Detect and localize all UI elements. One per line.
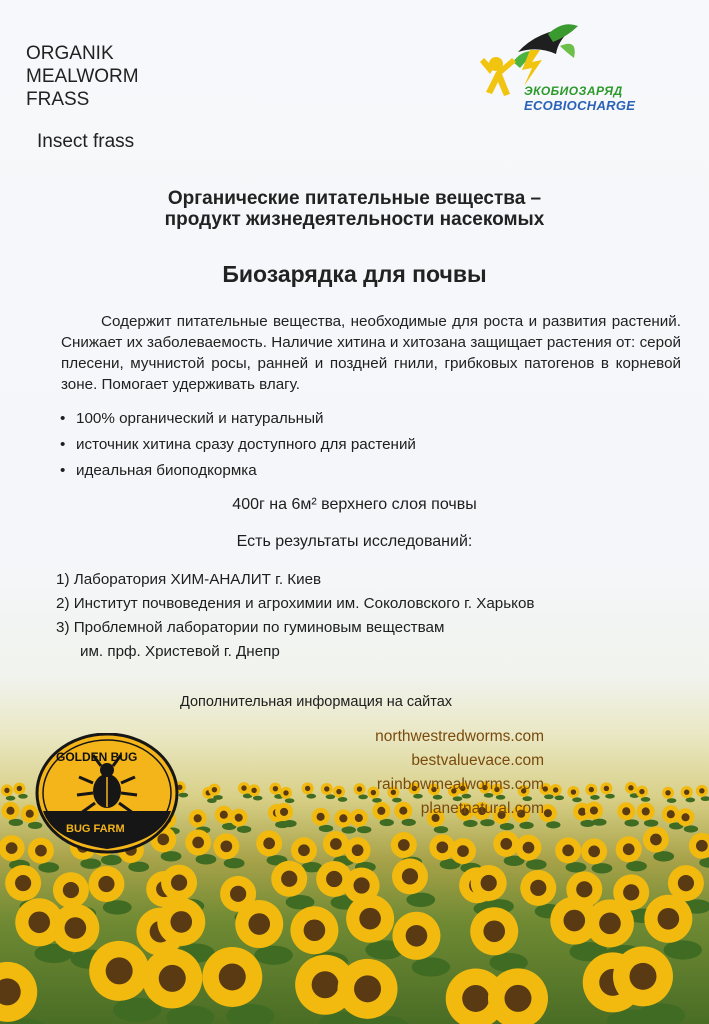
sunflower xyxy=(470,907,528,972)
website-link[interactable]: northwestredworms.com xyxy=(375,728,544,745)
sunflower xyxy=(185,829,216,864)
feature-item: • идеальная биоподкормка xyxy=(60,458,416,484)
results-title: Есть результаты исследований: xyxy=(236,533,473,550)
sunflower xyxy=(600,782,614,798)
sunflower xyxy=(567,786,581,802)
labs-list xyxy=(56,568,535,664)
lab-item: 2) Институт почвоведения и агрохимии им. Соколовского г. Харьков xyxy=(56,595,535,612)
logo-text-en: ECOBIOCHARGE xyxy=(524,98,636,113)
sunflower xyxy=(392,858,435,907)
sunflower xyxy=(636,786,650,802)
sunflower xyxy=(1,802,23,826)
sunflower xyxy=(1,784,15,800)
sunflower xyxy=(488,968,560,1024)
sunflower xyxy=(696,785,709,801)
sunflower xyxy=(345,837,376,872)
sunflower xyxy=(256,830,287,865)
description-paragraph: Содержит питательные вещества, необходимые для роста и развития растений. Снижает их заболеваемость. Наличие хитина и хитозана защищает растения от: серой плесени, мучнистой росы, ранней и поздней гнили, грибковых патогенов в корневой зоне. Помогает удерживать влагу. xyxy=(61,313,681,393)
main-heading: Биозарядка для почвы xyxy=(222,261,487,287)
website-link[interactable]: bestvaluevace.com xyxy=(411,752,544,769)
sunflower xyxy=(248,784,262,800)
sunflower xyxy=(689,833,709,868)
product-subtitle: Insect frass xyxy=(37,131,135,152)
sunflower xyxy=(617,802,639,826)
feature-item: • 100% органический и натуральный xyxy=(60,406,416,432)
sunflower xyxy=(280,787,294,803)
logo-text-ru: ЭКОБИОЗАРЯД xyxy=(524,84,623,98)
feature-item: • источник хитина сразу доступного для растений xyxy=(60,432,416,458)
more-info-label: Дополнительная информация на сайтах xyxy=(180,694,453,710)
lab-item: 1) Лаборатория ХИМ-АНАЛИТ г. Киев xyxy=(56,571,322,588)
sunflower xyxy=(616,836,647,871)
dosage-text: 400г на 6м² верхнего слоя почвы xyxy=(232,496,477,513)
product-name-line1: ORGANIK xyxy=(26,43,114,64)
sunflower xyxy=(0,835,30,870)
website-list xyxy=(300,725,544,821)
sunflower xyxy=(88,866,131,915)
subtitle-heading-line1: Органические питательные вещества – xyxy=(167,188,542,209)
website-link[interactable]: planetnatural.com xyxy=(420,800,544,817)
subtitle-heading-line2: продукт жизнедеятельности насекомых xyxy=(164,209,545,230)
lab-item: 3) Проблемной лаборатории по гуминовым веществам xyxy=(56,619,445,636)
product-name-line2: MEALWORM xyxy=(26,66,139,87)
website-link[interactable]: rainbowmealworms.com xyxy=(376,776,544,793)
subtitle-heading xyxy=(0,188,709,230)
lab-item-continuation: им. прф. Христевой г. Днепр xyxy=(80,643,280,660)
sunflower xyxy=(637,802,659,826)
sunflower xyxy=(392,912,450,977)
feature-list xyxy=(60,406,416,484)
sunflower xyxy=(681,786,695,802)
sunflower xyxy=(662,787,676,803)
sunflower xyxy=(213,833,244,868)
product-name-line3: FRASS xyxy=(26,89,90,110)
sunflower xyxy=(0,962,49,1024)
product-name xyxy=(26,42,226,111)
sunflower xyxy=(13,782,27,798)
badge-bottom-text: BUG FARM xyxy=(66,823,125,835)
sunflower xyxy=(643,826,674,861)
badge-top-text: GOLDEN BUG xyxy=(56,750,138,764)
sunflower xyxy=(585,784,599,800)
